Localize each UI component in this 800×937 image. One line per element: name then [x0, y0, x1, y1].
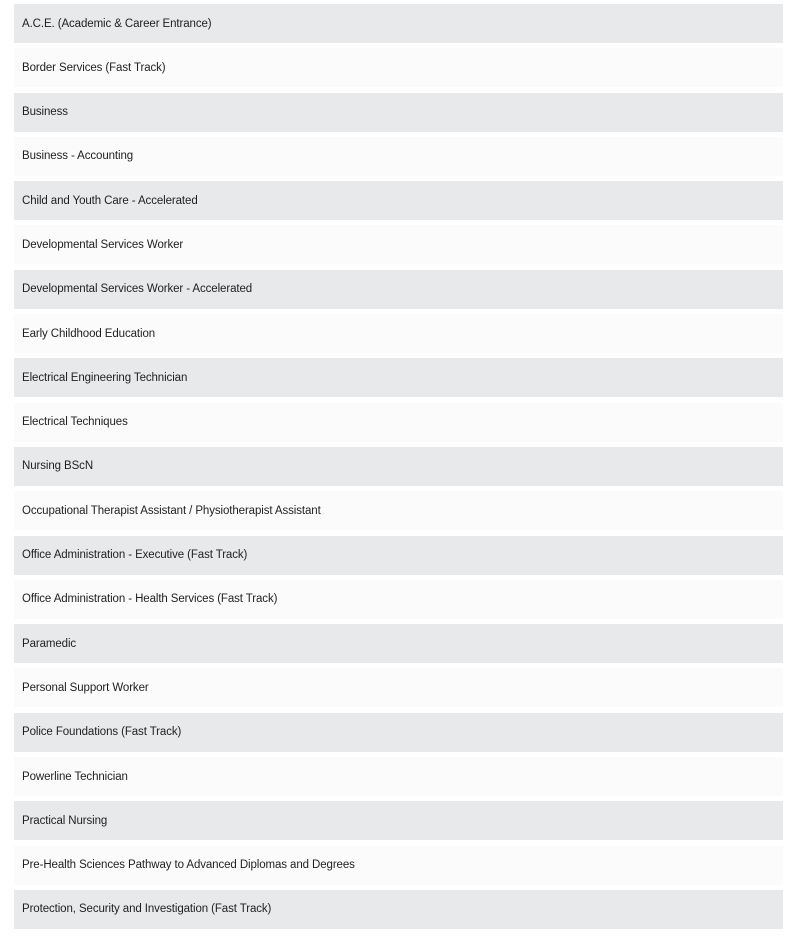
program-label: Paramedic: [22, 637, 77, 650]
program-label: Business: [22, 106, 68, 119]
program-item-child-youth-care[interactable]: [14, 181, 783, 220]
program-label: Early Childhood Education: [22, 327, 156, 340]
program-label: Occupational Therapist Assistant / Physiotherapist Assistant: [22, 504, 321, 517]
program-label: Business - Accounting: [22, 150, 134, 163]
program-label: Office Administration - Health Services (Fast Track): [22, 593, 278, 606]
program-item-electrical-techniques[interactable]: [14, 403, 783, 442]
program-label: Pre-Health Sciences Pathway to Advanced Diplomas and Degrees: [22, 859, 355, 872]
program-label: Developmental Services Worker: [22, 238, 184, 251]
program-list: [14, 4, 783, 934]
program-item-powerline-technician[interactable]: [14, 757, 783, 796]
program-label: Police Foundations (Fast Track): [22, 726, 182, 739]
program-label: Nursing BScN: [22, 460, 94, 473]
program-label: Electrical Techniques: [22, 416, 128, 429]
program-item-office-admin-health[interactable]: [14, 580, 783, 619]
program-item-developmental-services-accelerated[interactable]: [14, 270, 783, 309]
program-label: Practical Nursing: [22, 814, 108, 827]
program-label: Office Administration - Executive (Fast Track): [22, 549, 248, 562]
program-item-ota-pta[interactable]: [14, 491, 783, 530]
program-item-personal-support-worker[interactable]: [14, 668, 783, 707]
program-label: Electrical Engineering Technician: [22, 371, 188, 384]
program-item-early-childhood-education[interactable]: [14, 314, 783, 353]
program-label: Developmental Services Worker - Accelerated: [22, 283, 253, 296]
program-item-electrical-engineering[interactable]: [14, 358, 783, 397]
program-item-practical-nursing[interactable]: [14, 801, 783, 840]
program-label: Personal Support Worker: [22, 681, 149, 694]
program-label: Protection, Security and Investigation (Fast Track): [22, 903, 272, 916]
program-item-police-foundations[interactable]: [14, 713, 783, 752]
program-label: Powerline Technician: [22, 770, 128, 783]
program-item-ace[interactable]: [14, 4, 783, 43]
program-label: Child and Youth Care - Accelerated: [22, 194, 198, 207]
program-item-developmental-services[interactable]: [14, 225, 783, 264]
program-item-business-accounting[interactable]: [14, 137, 783, 176]
program-label: A.C.E. (Academic & Career Entrance): [22, 17, 212, 30]
program-item-pre-health-sciences[interactable]: [14, 846, 783, 885]
program-item-office-admin-executive[interactable]: [14, 536, 783, 575]
program-item-business[interactable]: [14, 93, 783, 132]
program-label: Border Services (Fast Track): [22, 61, 166, 74]
program-item-border-services[interactable]: [14, 48, 783, 87]
program-item-protection-security[interactable]: [14, 890, 783, 929]
program-item-paramedic[interactable]: [14, 624, 783, 663]
program-item-nursing-bscn[interactable]: [14, 447, 783, 486]
